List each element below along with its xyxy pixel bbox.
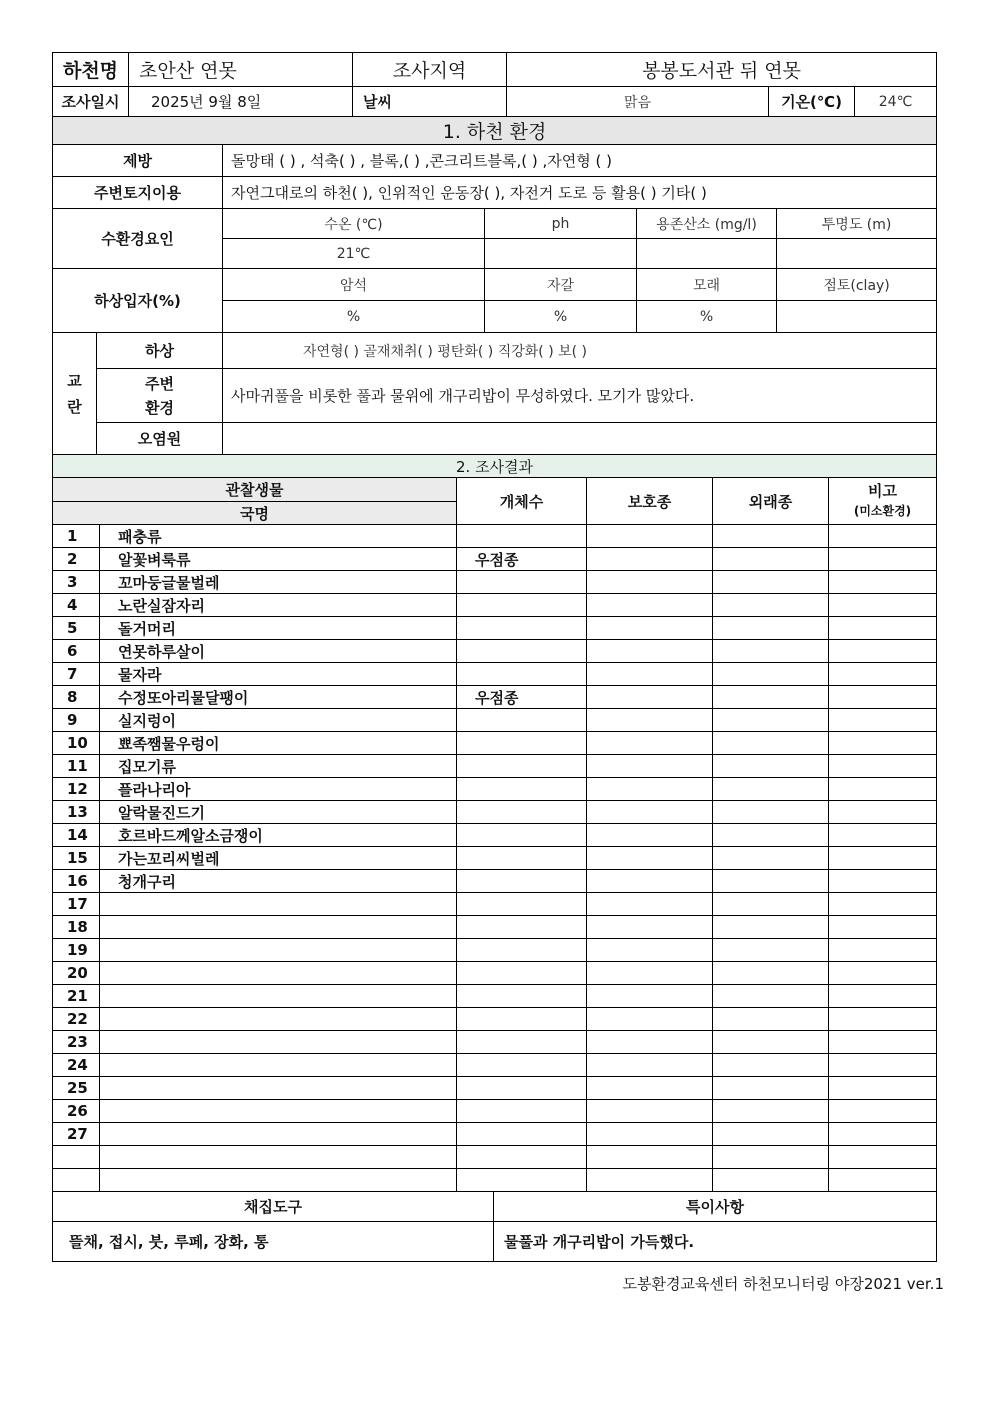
protected-cell[interactable] <box>587 525 713 548</box>
section-environment-title: 1. 하천 환경 <box>53 117 937 145</box>
row-number: 8 <box>53 686 100 709</box>
note-cell[interactable] <box>829 732 937 755</box>
note-cell[interactable] <box>829 847 937 870</box>
protected-cell[interactable] <box>587 1123 713 1146</box>
foreign-cell[interactable] <box>713 1077 829 1100</box>
korean-name-header: 국명 <box>53 502 457 525</box>
foreign-cell[interactable] <box>713 824 829 847</box>
row-number: 20 <box>53 962 100 985</box>
foreign-cell[interactable] <box>713 686 829 709</box>
protected-cell[interactable] <box>587 778 713 801</box>
species-row <box>53 617 937 640</box>
clay-value[interactable] <box>777 301 937 333</box>
species-row <box>53 1100 937 1123</box>
weather-label: 날씨 <box>353 87 507 117</box>
ph-value[interactable] <box>485 239 637 269</box>
water-temp-header: 수온 (℃) <box>223 209 485 239</box>
species-row <box>53 732 937 755</box>
protected-cell[interactable] <box>587 1077 713 1100</box>
species-name[interactable] <box>100 1008 457 1031</box>
count-cell[interactable] <box>457 571 587 594</box>
count-cell[interactable] <box>457 778 587 801</box>
species-row <box>53 893 937 916</box>
note-cell[interactable] <box>829 870 937 893</box>
count-cell[interactable] <box>457 962 587 985</box>
note-cell[interactable] <box>829 755 937 778</box>
river-name-label: 하천명 <box>53 53 129 87</box>
species-row <box>53 1169 937 1192</box>
surroundings-label <box>97 369 223 423</box>
count-cell[interactable] <box>457 709 587 732</box>
foreign-cell[interactable] <box>713 870 829 893</box>
species-row <box>53 1077 937 1100</box>
species-name[interactable]: 꼬마둥글물벌레 <box>100 571 457 594</box>
species-name[interactable]: 물자라 <box>100 663 457 686</box>
row-number: 2 <box>53 548 100 571</box>
species-name[interactable] <box>100 1077 457 1100</box>
note-header-sub: (미소환경) <box>853 504 912 518</box>
species-name[interactable] <box>100 1054 457 1077</box>
sand-value[interactable]: % <box>637 301 777 333</box>
foreign-cell[interactable] <box>713 709 829 732</box>
ph-header: ph <box>485 209 637 239</box>
embankment-label: 제방 <box>53 145 223 177</box>
survey-date-value[interactable]: 2025년 9월 8일 <box>129 87 353 117</box>
species-name[interactable]: 가는꼬리씨벌레 <box>100 847 457 870</box>
note-cell[interactable] <box>829 1169 937 1192</box>
species-name[interactable] <box>100 962 457 985</box>
section-results-title: 2. 조사결과 <box>53 455 937 478</box>
species-row <box>53 1031 937 1054</box>
protected-cell[interactable] <box>587 962 713 985</box>
species-row <box>53 755 937 778</box>
note-cell[interactable] <box>829 709 937 732</box>
foreign-cell[interactable] <box>713 663 829 686</box>
count-cell[interactable] <box>457 732 587 755</box>
count-cell[interactable] <box>457 1054 587 1077</box>
protected-cell[interactable] <box>587 732 713 755</box>
foreign-cell[interactable] <box>713 1123 829 1146</box>
protected-cell[interactable] <box>587 1100 713 1123</box>
species-row <box>53 962 937 985</box>
row-number: 23 <box>53 1031 100 1054</box>
transparency-header: 투명도 (m) <box>777 209 937 239</box>
tools-label: 채집도구 <box>53 1192 494 1222</box>
note-cell[interactable] <box>829 962 937 985</box>
count-cell[interactable] <box>457 1169 587 1192</box>
foreign-cell[interactable] <box>713 1054 829 1077</box>
row-number: 3 <box>53 571 100 594</box>
foreign-cell[interactable] <box>713 1031 829 1054</box>
row-number: 4 <box>53 594 100 617</box>
count-cell[interactable] <box>457 1077 587 1100</box>
species-name[interactable] <box>100 1031 457 1054</box>
count-cell[interactable] <box>457 1100 587 1123</box>
species-row <box>53 939 937 962</box>
species-list <box>53 525 937 1192</box>
pollution-label: 오염원 <box>97 423 223 455</box>
water-temp-value[interactable]: 21℃ <box>223 239 485 269</box>
note-header <box>829 478 937 525</box>
count-cell[interactable] <box>457 1031 587 1054</box>
header-table <box>52 52 937 117</box>
row-number: 18 <box>53 916 100 939</box>
species-row <box>53 778 937 801</box>
temperature-value[interactable]: 24℃ <box>855 87 937 117</box>
water-env-label: 수환경요인 <box>53 209 223 269</box>
dissolved-oxygen-value[interactable] <box>637 239 777 269</box>
weather-value[interactable]: 맑음 <box>507 87 769 117</box>
survey-form <box>52 52 936 1262</box>
protected-cell[interactable] <box>587 617 713 640</box>
foreign-cell[interactable] <box>713 893 829 916</box>
count-cell[interactable] <box>457 594 587 617</box>
rock-value[interactable]: % <box>223 301 485 333</box>
species-row <box>53 916 937 939</box>
species-row <box>53 571 937 594</box>
foreign-cell[interactable] <box>713 847 829 870</box>
protected-cell[interactable] <box>587 916 713 939</box>
species-row <box>53 640 937 663</box>
species-name[interactable]: 실지렁이 <box>100 709 457 732</box>
note-cell[interactable] <box>829 1031 937 1054</box>
foreign-cell[interactable] <box>713 571 829 594</box>
row-number: 11 <box>53 755 100 778</box>
gravel-header: 자갈 <box>485 269 637 301</box>
protected-cell[interactable] <box>587 755 713 778</box>
protected-cell[interactable] <box>587 709 713 732</box>
species-name[interactable] <box>100 1123 457 1146</box>
foreign-cell[interactable] <box>713 1008 829 1031</box>
species-name[interactable]: 집모기류 <box>100 755 457 778</box>
note-header-title: 비고 <box>868 482 897 500</box>
disturbance-label: 교란 <box>53 333 97 455</box>
foreign-cell[interactable] <box>713 755 829 778</box>
species-name[interactable]: 연못하루살이 <box>100 640 457 663</box>
species-row <box>53 594 937 617</box>
count-cell[interactable] <box>457 939 587 962</box>
foreign-cell[interactable] <box>713 640 829 663</box>
foreign-header: 외래종 <box>713 478 829 525</box>
foreign-cell[interactable] <box>713 939 829 962</box>
land-use-label: 주변토지이용 <box>53 177 223 209</box>
row-number: 16 <box>53 870 100 893</box>
species-name[interactable]: 플라나리아 <box>100 778 457 801</box>
gravel-value[interactable]: % <box>485 301 637 333</box>
species-name[interactable]: 뾰족쨈물우렁이 <box>100 732 457 755</box>
species-name[interactable]: 알락물진드기 <box>100 801 457 824</box>
row-number: 14 <box>53 824 100 847</box>
species-row <box>53 1054 937 1077</box>
species-name[interactable] <box>100 985 457 1008</box>
sand-header: 모래 <box>637 269 777 301</box>
row-number: 5 <box>53 617 100 640</box>
row-number <box>53 1169 100 1192</box>
surroundings-value[interactable]: 사마귀풀을 비롯한 풀과 물위에 개구리밥이 무성하였다. 모기가 많았다. <box>223 369 937 423</box>
transparency-value[interactable] <box>777 239 937 269</box>
protected-cell[interactable] <box>587 686 713 709</box>
species-name[interactable]: 패충류 <box>100 525 457 548</box>
species-name[interactable]: 노란실잠자리 <box>100 594 457 617</box>
notes-value[interactable]: 물풀과 개구리밥이 가득했다. <box>494 1222 937 1262</box>
count-cell[interactable] <box>457 1123 587 1146</box>
species-row <box>53 709 937 732</box>
species-row <box>53 548 937 571</box>
row-number: 13 <box>53 801 100 824</box>
protected-cell[interactable] <box>587 824 713 847</box>
row-number: 10 <box>53 732 100 755</box>
note-cell[interactable] <box>829 1054 937 1077</box>
count-cell[interactable] <box>457 525 587 548</box>
observed-species-header: 관찰생물 <box>53 478 457 502</box>
species-name[interactable]: 청개구리 <box>100 870 457 893</box>
note-cell[interactable] <box>829 1008 937 1031</box>
protected-cell[interactable] <box>587 893 713 916</box>
species-name[interactable] <box>100 893 457 916</box>
row-number: 24 <box>53 1054 100 1077</box>
row-number: 22 <box>53 1008 100 1031</box>
count-cell[interactable] <box>457 755 587 778</box>
row-number: 1 <box>53 525 100 548</box>
foreign-cell[interactable] <box>713 1146 829 1169</box>
embankment-value[interactable]: 돌망태 ( ) , 석축( ) , 블록,( ) ,콘크리트블록,( ) ,자연형 ( ) <box>223 145 937 177</box>
row-number: 9 <box>53 709 100 732</box>
note-cell[interactable] <box>829 1077 937 1100</box>
protected-cell[interactable] <box>587 640 713 663</box>
riverbed-value[interactable]: 자연형( ) 골재채취( ) 평탄화( ) 직강화( ) 보( ) <box>223 333 937 369</box>
survey-date-label: 조사일시 <box>53 87 129 117</box>
count-cell[interactable] <box>457 663 587 686</box>
foreign-cell[interactable] <box>713 594 829 617</box>
bottom-table <box>52 1191 937 1262</box>
surroundings-label-line1: 주변 <box>145 374 174 393</box>
note-cell[interactable] <box>829 1100 937 1123</box>
count-cell[interactable] <box>457 1008 587 1031</box>
notes-label: 특이사항 <box>494 1192 937 1222</box>
protected-cell[interactable] <box>587 939 713 962</box>
protected-cell[interactable] <box>587 663 713 686</box>
count-cell[interactable] <box>457 801 587 824</box>
note-cell[interactable] <box>829 525 937 548</box>
species-row <box>53 1123 937 1146</box>
note-cell[interactable] <box>829 893 937 916</box>
protected-cell[interactable] <box>587 985 713 1008</box>
note-cell[interactable] <box>829 985 937 1008</box>
species-name[interactable] <box>100 1100 457 1123</box>
row-number: 21 <box>53 985 100 1008</box>
species-row <box>53 870 937 893</box>
count-cell[interactable] <box>457 847 587 870</box>
surroundings-label-line2: 환경 <box>145 398 174 417</box>
species-name[interactable]: 알꽃벼룩류 <box>100 548 457 571</box>
foreign-cell[interactable] <box>713 801 829 824</box>
species-row <box>53 1146 937 1169</box>
row-number: 25 <box>53 1077 100 1100</box>
species-row <box>53 847 937 870</box>
row-number: 12 <box>53 778 100 801</box>
survey-area-label: 조사지역 <box>353 53 507 87</box>
count-cell[interactable]: 우점종 <box>457 548 587 571</box>
foreign-cell[interactable] <box>713 778 829 801</box>
protected-cell[interactable] <box>587 847 713 870</box>
row-number: 27 <box>53 1123 100 1146</box>
species-row <box>53 525 937 548</box>
species-name[interactable]: 수정또아리물달팽이 <box>100 686 457 709</box>
bed-particle-label: 하상입자(%) <box>53 269 223 333</box>
note-cell[interactable] <box>829 916 937 939</box>
species-row <box>53 985 937 1008</box>
species-row <box>53 686 937 709</box>
note-cell[interactable] <box>829 640 937 663</box>
protected-cell[interactable] <box>587 1146 713 1169</box>
note-cell[interactable] <box>829 1123 937 1146</box>
environment-table <box>52 116 937 455</box>
protected-cell[interactable] <box>587 870 713 893</box>
protected-cell[interactable] <box>587 1008 713 1031</box>
count-cell[interactable] <box>457 893 587 916</box>
note-cell[interactable] <box>829 824 937 847</box>
species-row <box>53 824 937 847</box>
row-number: 26 <box>53 1100 100 1123</box>
species-row <box>53 663 937 686</box>
count-cell[interactable] <box>457 1146 587 1169</box>
tools-value[interactable]: 뜰채, 접시, 붓, 루페, 장화, 통 <box>53 1222 494 1262</box>
count-cell[interactable] <box>457 640 587 663</box>
count-cell[interactable] <box>457 870 587 893</box>
note-cell[interactable] <box>829 548 937 571</box>
species-row <box>53 1008 937 1031</box>
rock-header: 암석 <box>223 269 485 301</box>
species-name[interactable] <box>100 939 457 962</box>
row-number: 6 <box>53 640 100 663</box>
protected-cell[interactable] <box>587 801 713 824</box>
foreign-cell[interactable] <box>713 962 829 985</box>
row-number: 19 <box>53 939 100 962</box>
row-number <box>53 1146 100 1169</box>
protected-cell[interactable] <box>587 594 713 617</box>
note-cell[interactable] <box>829 594 937 617</box>
count-cell[interactable]: 우점종 <box>457 686 587 709</box>
note-cell[interactable] <box>829 1146 937 1169</box>
pollution-value[interactable] <box>223 423 937 455</box>
note-cell[interactable] <box>829 778 937 801</box>
riverbed-label: 하상 <box>97 333 223 369</box>
footer-text: 도봉환경교육센터 하천모니터링 야장2021 ver.1 <box>622 1275 944 1293</box>
count-cell[interactable] <box>457 824 587 847</box>
species-name[interactable]: 호르바드께알소금쟁이 <box>100 824 457 847</box>
row-number: 17 <box>53 893 100 916</box>
note-cell[interactable] <box>829 617 937 640</box>
count-cell[interactable] <box>457 617 587 640</box>
foreign-cell[interactable] <box>713 548 829 571</box>
foreign-cell[interactable] <box>713 1100 829 1123</box>
results-table <box>52 454 937 1192</box>
clay-header: 점토(clay) <box>777 269 937 301</box>
dissolved-oxygen-header: 용존산소 (mg/l) <box>637 209 777 239</box>
note-cell[interactable] <box>829 686 937 709</box>
species-name[interactable] <box>100 1169 457 1192</box>
protected-header: 보호종 <box>587 478 713 525</box>
species-name[interactable] <box>100 1146 457 1169</box>
species-row <box>53 801 937 824</box>
land-use-value[interactable]: 자연그대로의 하천( ), 인위적인 운동장( ), 자전거 도로 등 활용( ) 기타( ) <box>223 177 937 209</box>
note-cell[interactable] <box>829 939 937 962</box>
foreign-cell[interactable] <box>713 617 829 640</box>
temperature-label: 기온(℃) <box>769 87 855 117</box>
species-name[interactable] <box>100 916 457 939</box>
note-cell[interactable] <box>829 801 937 824</box>
row-number: 7 <box>53 663 100 686</box>
note-cell[interactable] <box>829 571 937 594</box>
count-cell[interactable] <box>457 985 587 1008</box>
foreign-cell[interactable] <box>713 916 829 939</box>
protected-cell[interactable] <box>587 1031 713 1054</box>
foreign-cell[interactable] <box>713 985 829 1008</box>
species-name[interactable]: 돌거머리 <box>100 617 457 640</box>
protected-cell[interactable] <box>587 1054 713 1077</box>
foreign-cell[interactable] <box>713 732 829 755</box>
count-header: 개체수 <box>457 478 587 525</box>
protected-cell[interactable] <box>587 548 713 571</box>
row-number: 15 <box>53 847 100 870</box>
protected-cell[interactable] <box>587 1169 713 1192</box>
note-cell[interactable] <box>829 663 937 686</box>
river-name-value[interactable]: 초안산 연못 <box>129 53 353 87</box>
foreign-cell[interactable] <box>713 1169 829 1192</box>
foreign-cell[interactable] <box>713 525 829 548</box>
count-cell[interactable] <box>457 916 587 939</box>
protected-cell[interactable] <box>587 571 713 594</box>
survey-area-value[interactable]: 봉봉도서관 뒤 연못 <box>507 53 937 87</box>
